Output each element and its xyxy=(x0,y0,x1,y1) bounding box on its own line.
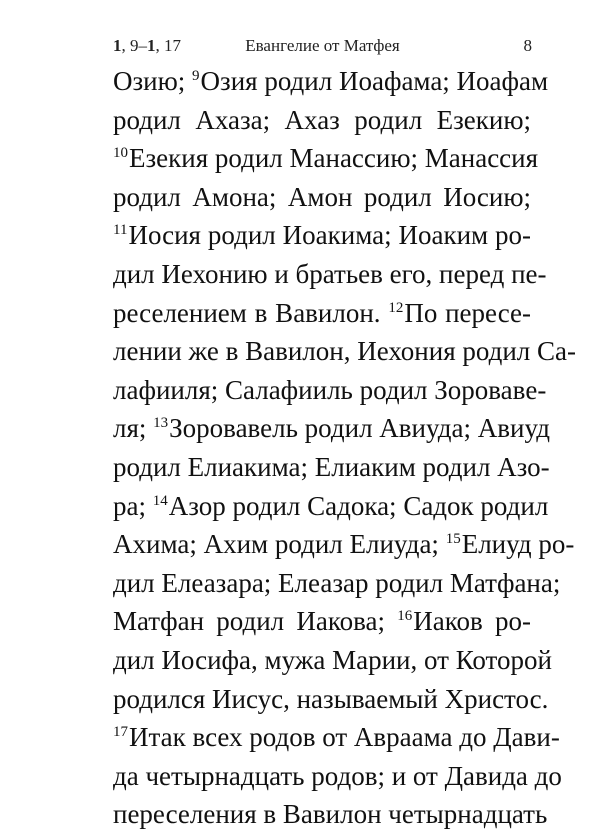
text-segment: Елиуд ро- xyxy=(461,529,575,560)
text-line xyxy=(113,564,561,603)
text-segment: ля; xyxy=(113,413,154,444)
text-segment: По пересе- xyxy=(404,297,531,328)
verse-number: 12 xyxy=(388,299,404,316)
text-line xyxy=(113,178,531,217)
text-line xyxy=(113,718,560,757)
text-segment: лафииля; Салафииль родил Зоровавe- xyxy=(113,374,547,405)
running-header xyxy=(113,34,532,58)
text-segment: дил Елеазара; Елеазар родил Матфана; xyxy=(113,567,561,598)
text-segment: Озия родил Иоафама; Иоафам xyxy=(200,66,549,96)
text-line xyxy=(113,216,531,255)
verse-range-chapter-start: 1 xyxy=(113,36,122,55)
text-segment: Иосия родил Иоакима; Иоаким ро- xyxy=(128,220,531,251)
verse-number: 10 xyxy=(113,145,128,162)
verse-range-start-verse: , 9– xyxy=(121,36,147,55)
text-segment: Зоровавель родил Авиуда; Авиуд xyxy=(169,413,551,444)
text-line xyxy=(113,525,575,564)
text-segment: Матфан родил Иакова; xyxy=(113,606,398,637)
text-segment: родил Елиакима; Елиаким родил Азо- xyxy=(113,451,550,482)
verse-range-end-verse: , 17 xyxy=(155,36,181,55)
text-line xyxy=(113,409,551,448)
text-line xyxy=(113,448,550,487)
text-segment: ра; xyxy=(113,490,153,521)
text-line xyxy=(113,62,549,101)
text-line xyxy=(113,680,549,719)
verse-number: 17 xyxy=(113,724,128,741)
text-segment: да четырнадцать родов; и от Давида до xyxy=(113,760,562,791)
page-number: 8 xyxy=(523,36,532,55)
text-segment: дил Иехонию и братьев его, перед пе- xyxy=(113,258,547,289)
text-segment: лении же в Вавилон, Иехония родил Са- xyxy=(113,336,576,367)
verse-number: 13 xyxy=(153,415,169,432)
text-line xyxy=(113,255,547,294)
text-line xyxy=(113,757,562,796)
text-segment: родил Амона; Амон родил Иосию; xyxy=(113,181,531,212)
text-line xyxy=(113,332,576,371)
scripture-text xyxy=(113,62,576,834)
text-line xyxy=(113,139,539,178)
text-segment: дил Иосифа, мужа Марии, от Которой xyxy=(113,644,552,675)
text-line xyxy=(113,602,531,641)
text-segment: родил Ахаза; Ахаз родил Езекию; xyxy=(113,104,531,135)
book-title: Евангелие от Матфея xyxy=(245,36,400,55)
text-segment: Итак всех родов от Авраама до Дави- xyxy=(129,722,560,753)
verse-number: 16 xyxy=(397,608,413,625)
verse-number: 14 xyxy=(152,492,168,509)
text-line xyxy=(113,371,547,410)
text-segment: переселения в Вавилон четырнадцать xyxy=(113,799,548,830)
verse-number: 15 xyxy=(445,531,461,548)
verse-number: 9 xyxy=(192,68,200,84)
text-line xyxy=(113,641,552,680)
text-segment: реселением в Вавилон. xyxy=(113,297,389,328)
text-line xyxy=(113,101,531,140)
text-line xyxy=(113,294,531,333)
text-segment: Озию; xyxy=(113,66,193,96)
verse-range-chapter-end: 1 xyxy=(147,36,156,55)
text-segment: родился Иисус, называемый Христос. xyxy=(113,683,549,714)
text-segment: Иаков ро- xyxy=(413,606,532,637)
text-segment: Езекия родил Манассию; Манассия xyxy=(129,143,539,174)
verse-number: 11 xyxy=(113,222,128,239)
text-line xyxy=(113,795,548,834)
text-segment: Ахима; Ахим родил Елиуда; xyxy=(113,529,446,560)
text-line xyxy=(113,487,549,526)
text-segment: Азор родил Садока; Садок родил xyxy=(168,490,549,521)
